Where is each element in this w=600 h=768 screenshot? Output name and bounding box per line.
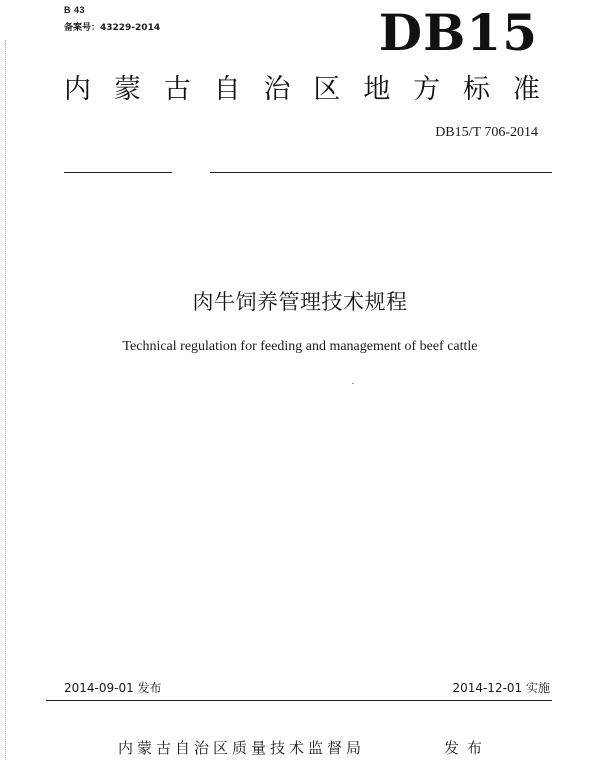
- region-title-char: 准: [512, 74, 540, 105]
- english-title: Technical regulation for feeding and management of beef cattle: [122, 339, 478, 354]
- region-title-char: 治: [263, 74, 291, 105]
- region-title-char: 方: [413, 74, 441, 105]
- ccs-code: B 43: [64, 5, 86, 15]
- region-title-char: 内: [64, 74, 91, 105]
- implementation-date: 2014-12-01 实施: [452, 681, 550, 695]
- publisher-name: 内蒙古自治区质量技术监督局: [118, 739, 366, 757]
- region-title-char: 古: [163, 74, 191, 105]
- issue-date: 2014-09-01 发布: [64, 681, 162, 695]
- standard-number: DB15/T 706-2014: [435, 125, 538, 140]
- footer-rule: [46, 700, 552, 701]
- header-rule-long: [210, 172, 552, 173]
- scan-edge-marks: [5, 40, 6, 760]
- region-title-char: 区: [313, 74, 341, 105]
- region-title-char: 自: [213, 74, 241, 105]
- region-title-char: 标: [463, 74, 490, 105]
- scan-speck: [352, 383, 354, 384]
- region-title-char: 地: [363, 74, 391, 105]
- region-standard-title: [64, 76, 540, 103]
- filing-number: 备案号：43229-2014: [64, 23, 161, 33]
- header-rule-short: [64, 172, 172, 173]
- chinese-title: 肉牛饲养管理技术规程: [192, 290, 408, 314]
- region-title-char: 蒙: [113, 74, 141, 105]
- db15-logo: DB15: [378, 3, 538, 62]
- publish-label: 发布: [444, 739, 491, 757]
